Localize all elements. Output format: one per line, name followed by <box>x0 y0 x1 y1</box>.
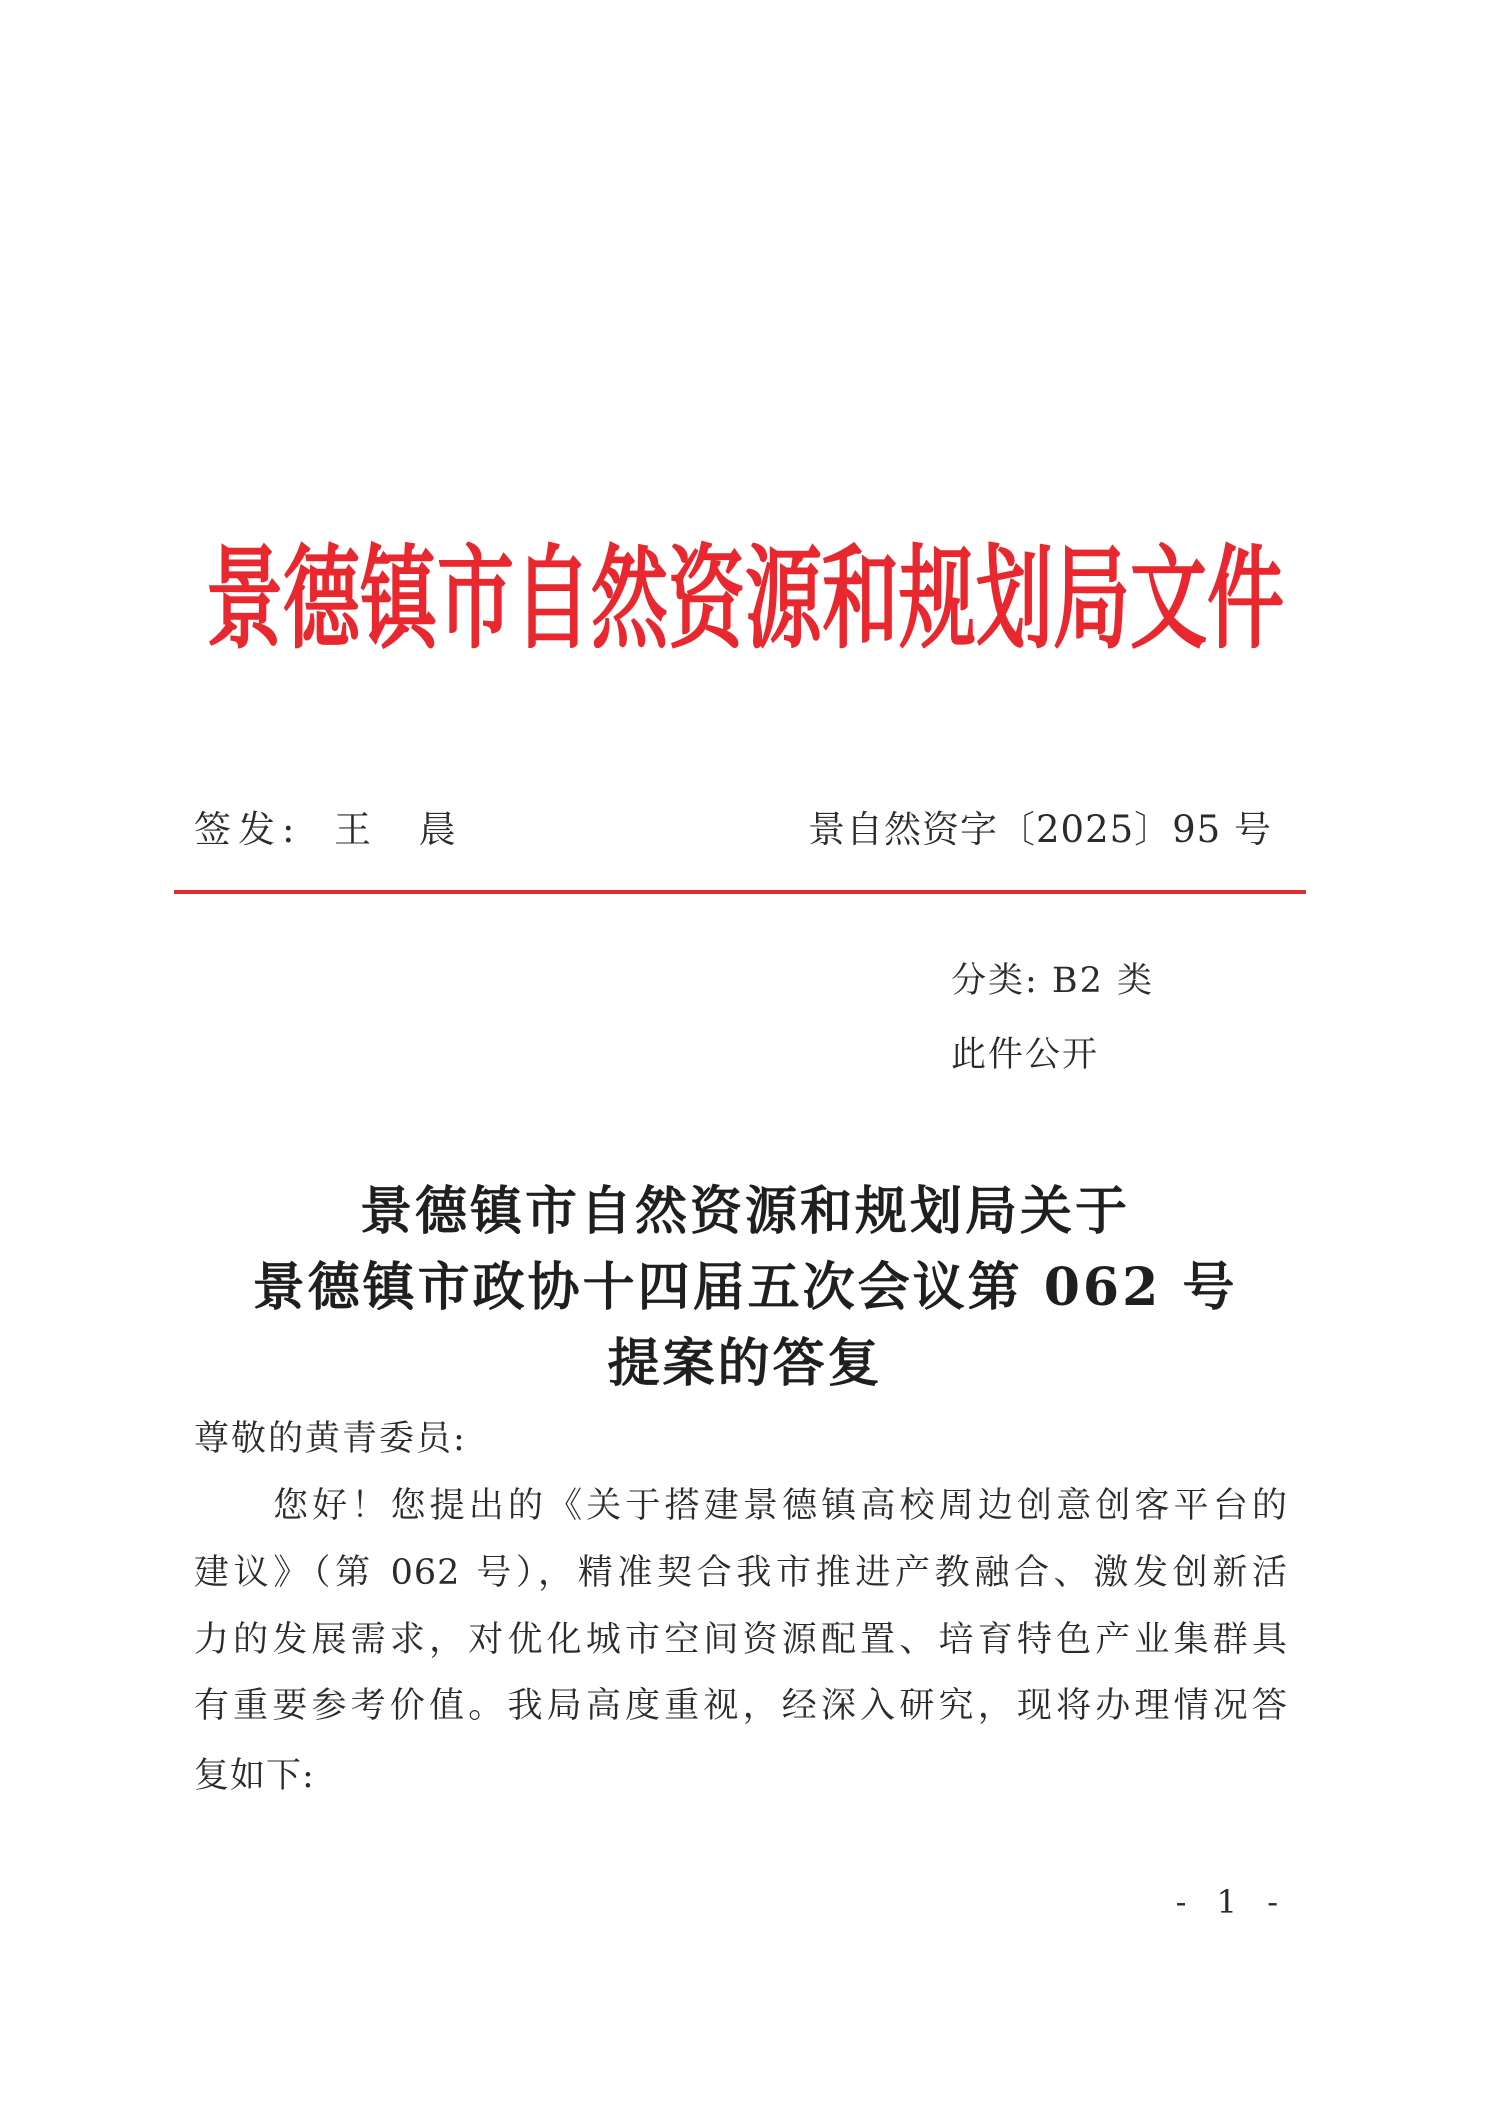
body-paragraph-line: 建议》（第 062 号），精准契合我市推进产教融合、激发创新活 <box>194 1553 1288 1593</box>
document-title-line-1: 景德镇市自然资源和规划局关于 <box>359 1181 1130 1242</box>
document-title-line-3: 提案的答复 <box>607 1333 883 1394</box>
red-divider-rule <box>174 890 1306 894</box>
document-title-line-2: 景德镇市政协十四届五次会议第 062 号 <box>252 1257 1238 1318</box>
disclosure-status: 此件公开 <box>951 1035 1100 1075</box>
issuer-name: 王 晨 <box>334 808 456 851</box>
page-number: - 1 - <box>1175 1883 1288 1921</box>
body-paragraph-line: 力的发展需求，对优化城市空间资源配置、培育特色产业集群具 <box>194 1620 1288 1660</box>
masthead-title: 景德镇市自然资源和规划局文件 <box>206 535 1284 665</box>
document-number: 景自然资字〔2025〕95 号 <box>807 808 1272 851</box>
salutation: 尊敬的黄青委员: <box>194 1419 467 1459</box>
body-paragraph-line: 您好！您提出的《关于搭建景德镇高校周边创意创客平台的 <box>273 1486 1288 1526</box>
body-paragraph-line: 复如下: <box>194 1756 315 1796</box>
classification-category: 分类: B2 类 <box>951 961 1155 1001</box>
body-paragraph-line: 有重要参考价值。我局高度重视，经深入研究，现将办理情况答 <box>194 1686 1288 1726</box>
issuer-label: 签发: <box>194 808 302 851</box>
